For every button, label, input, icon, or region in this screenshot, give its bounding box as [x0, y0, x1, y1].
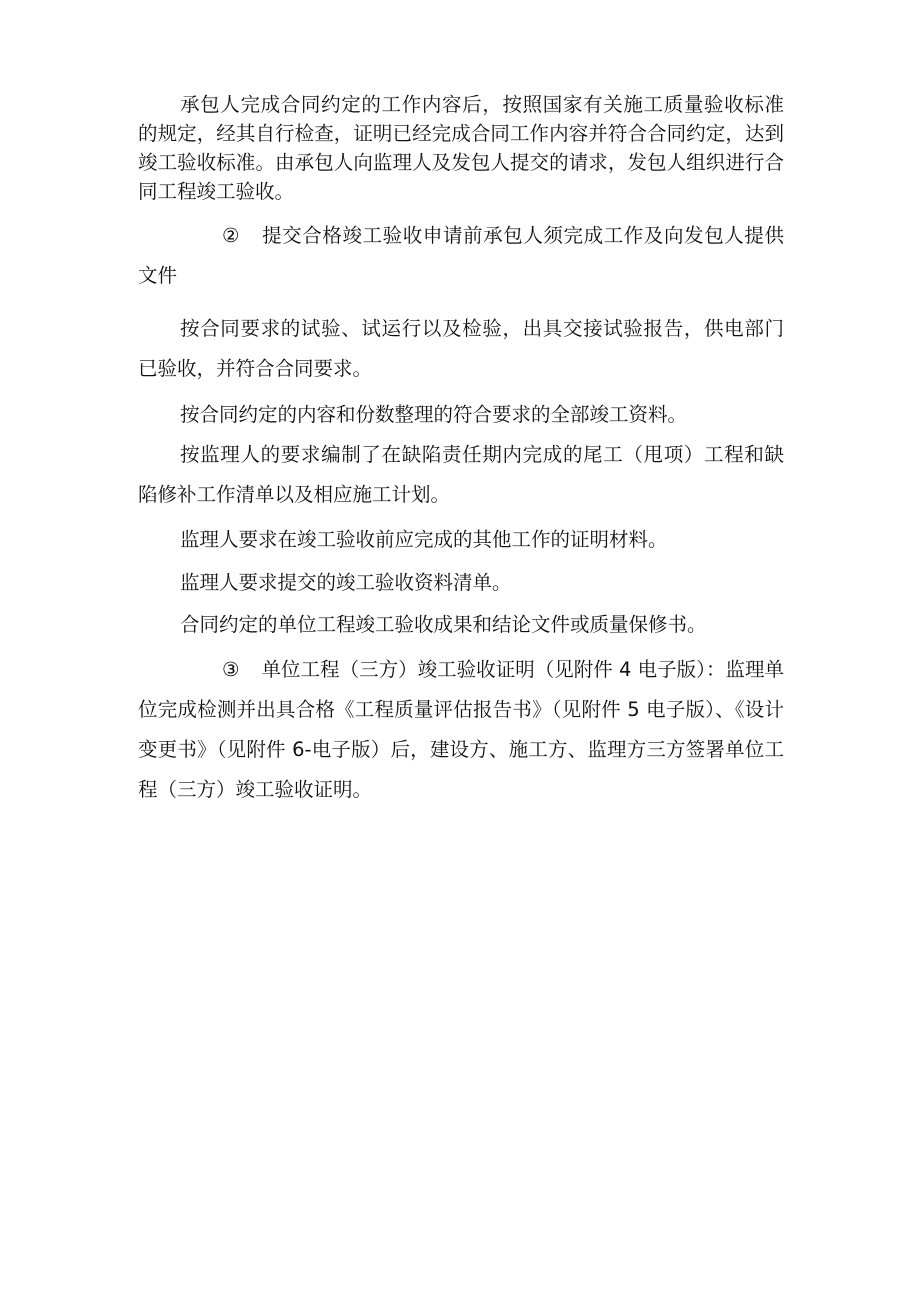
paragraph-heading-3	[138, 650, 784, 810]
paragraph-warranty: 合同约定的单位工程竣工验收成果和结论文件或质量保修书。	[180, 613, 707, 636]
list-marker: ③	[222, 658, 240, 681]
list-marker: ②	[222, 224, 240, 247]
paragraph-completion-docs: 按合同约定的内容和份数整理的符合要求的全部竣工资料。	[180, 403, 688, 426]
paragraph-other-work: 监理人要求在竣工验收前应完成的其他工作的证明材料。	[180, 528, 668, 551]
paragraph-completion-acceptance: 承包人完成合同约定的工作内容后，按照国家有关施工质量验收标准的规定，经其自行检查，证明已经完成合同工作内容并符合合同约定，达到竣工验收标准。由承包人向监理人及发包人提交的请求，发包人组织进行合同工程竣工验收。	[138, 93, 784, 203]
heading-text: 提交合格竣工验收申请前承包人须完成工作及向发包人提供文件	[138, 224, 784, 287]
paragraph-test-report: 按合同要求的试验、试运行以及检验，出具交接试验报告，供电部门已验收，并符合合同要求。	[138, 317, 784, 380]
document-page	[138, 90, 784, 810]
paragraph-heading-2	[138, 216, 784, 296]
paragraph-defect-list: 按监理人的要求编制了在缺陷责任期内完成的尾工（甩项）工程和缺陷修补工作清单以及相应施工计划。	[138, 443, 784, 506]
paragraph-data-checklist: 监理人要求提交的竣工验收资料清单。	[180, 571, 512, 594]
heading-text: 单位工程（三方）竣工验收证明（见附件 4 电子版）：监理单位完成检测并出具合格《工程质量评估报告书》（见附件 5 电子版）、《设计变更书》（见附件 6-电子版）后，建设方、施工方、监理方三方签署单位工程（三方）竣工验收证明。	[138, 658, 784, 801]
